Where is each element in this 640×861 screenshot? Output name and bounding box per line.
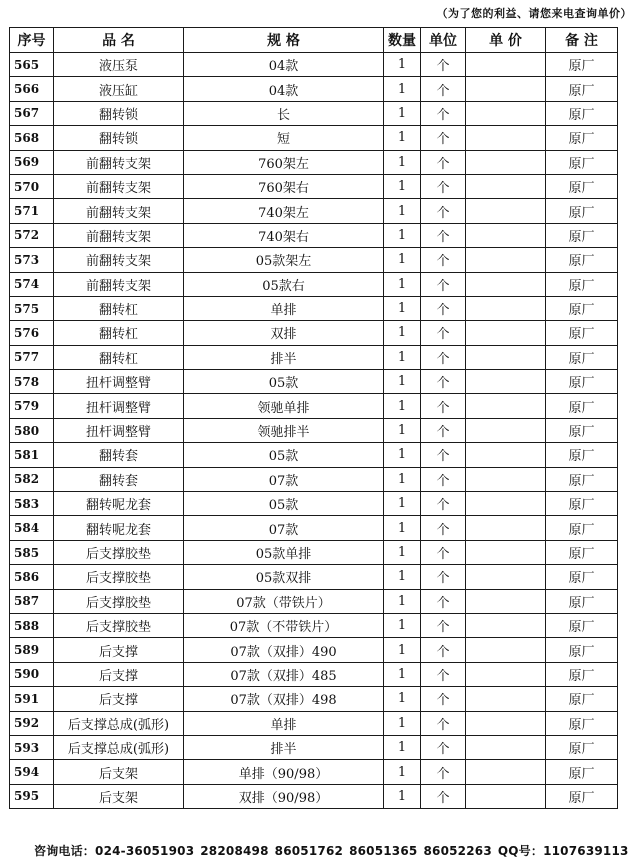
cell-price [466, 345, 546, 369]
cell-unit: 个 [421, 126, 466, 150]
table-row [10, 516, 618, 540]
cell-remark: 原厂 [546, 711, 618, 735]
table-row [10, 760, 618, 784]
cell-name: 前翻转支架 [54, 199, 184, 223]
cell-name: 前翻转支架 [54, 223, 184, 247]
contact-phone: 86051762 [274, 844, 344, 858]
cell-price [466, 492, 546, 516]
cell-qty: 1 [384, 784, 421, 808]
table-row [10, 150, 618, 174]
cell-price [466, 418, 546, 442]
cell-spec: 07款（不带铁片） [184, 613, 384, 637]
cell-name: 翻转杠 [54, 345, 184, 369]
cell-qty: 1 [384, 370, 421, 394]
cell-qty: 1 [384, 77, 421, 101]
cell-name: 后支撑胶垫 [54, 540, 184, 564]
cell-seq: 569 [10, 150, 54, 174]
cell-spec: 07款 [184, 516, 384, 540]
cell-remark: 原厂 [546, 467, 618, 491]
cell-spec: 740架左 [184, 199, 384, 223]
cell-seq: 578 [10, 370, 54, 394]
cell-qty: 1 [384, 540, 421, 564]
cell-spec: 长 [184, 101, 384, 125]
cell-seq: 571 [10, 199, 54, 223]
cell-spec: 760架左 [184, 150, 384, 174]
cell-remark: 原厂 [546, 492, 618, 516]
cell-unit: 个 [421, 443, 466, 467]
cell-name: 前翻转支架 [54, 174, 184, 198]
cell-qty: 1 [384, 443, 421, 467]
cell-spec: 领驰排半 [184, 418, 384, 442]
table-row [10, 321, 618, 345]
cell-name: 前翻转支架 [54, 248, 184, 272]
cell-price [466, 174, 546, 198]
cell-qty: 1 [384, 760, 421, 784]
cell-price [466, 223, 546, 247]
cell-qty: 1 [384, 53, 421, 77]
cell-qty: 1 [384, 565, 421, 589]
cell-remark: 原厂 [546, 53, 618, 77]
cell-qty: 1 [384, 296, 421, 320]
cell-spec: 单排 [184, 296, 384, 320]
header-remark: 备 注 [546, 28, 618, 53]
cell-seq: 570 [10, 174, 54, 198]
cell-name: 扭杆调整臂 [54, 418, 184, 442]
table-row [10, 370, 618, 394]
cell-qty: 1 [384, 589, 421, 613]
cell-remark: 原厂 [546, 443, 618, 467]
cell-remark: 原厂 [546, 248, 618, 272]
cell-seq: 573 [10, 248, 54, 272]
cell-price [466, 443, 546, 467]
cell-qty: 1 [384, 150, 421, 174]
cell-remark: 原厂 [546, 296, 618, 320]
cell-unit: 个 [421, 613, 466, 637]
cell-qty: 1 [384, 467, 421, 491]
cell-seq: 566 [10, 77, 54, 101]
cell-unit: 个 [421, 662, 466, 686]
cell-price [466, 540, 546, 564]
cell-remark: 原厂 [546, 272, 618, 296]
cell-name: 翻转套 [54, 467, 184, 491]
cell-remark: 原厂 [546, 345, 618, 369]
cell-price [466, 784, 546, 808]
cell-remark: 原厂 [546, 687, 618, 711]
table-row [10, 662, 618, 686]
cell-qty: 1 [384, 613, 421, 637]
cell-unit: 个 [421, 370, 466, 394]
cell-seq: 575 [10, 296, 54, 320]
cell-unit: 个 [421, 589, 466, 613]
cell-seq: 590 [10, 662, 54, 686]
cell-price [466, 613, 546, 637]
cell-seq: 595 [10, 784, 54, 808]
cell-spec: 05款 [184, 370, 384, 394]
header-qty: 数量 [384, 28, 421, 53]
cell-unit: 个 [421, 199, 466, 223]
table-row [10, 443, 618, 467]
cell-name: 前翻转支架 [54, 272, 184, 296]
cell-remark: 原厂 [546, 638, 618, 662]
cell-spec: 排半 [184, 735, 384, 759]
cell-unit: 个 [421, 711, 466, 735]
header-price: 单 价 [466, 28, 546, 53]
cell-price [466, 467, 546, 491]
table-row [10, 296, 618, 320]
cell-remark: 原厂 [546, 370, 618, 394]
cell-name: 后支撑总成(弧形) [54, 735, 184, 759]
cell-seq: 580 [10, 418, 54, 442]
cell-spec: 760架右 [184, 174, 384, 198]
cell-price [466, 589, 546, 613]
cell-unit: 个 [421, 272, 466, 296]
cell-qty: 1 [384, 394, 421, 418]
cell-name: 翻转锁 [54, 101, 184, 125]
cell-spec: 单排 [184, 711, 384, 735]
cell-unit: 个 [421, 248, 466, 272]
table-row [10, 589, 618, 613]
table-header-row [10, 28, 618, 53]
table-row [10, 467, 618, 491]
cell-price [466, 370, 546, 394]
cell-name: 后支撑胶垫 [54, 589, 184, 613]
cell-unit: 个 [421, 296, 466, 320]
cell-seq: 572 [10, 223, 54, 247]
cell-price [466, 53, 546, 77]
table-row [10, 784, 618, 808]
cell-name: 后支撑胶垫 [54, 565, 184, 589]
cell-seq: 574 [10, 272, 54, 296]
cell-qty: 1 [384, 418, 421, 442]
cell-name: 扭杆调整臂 [54, 394, 184, 418]
cell-name: 后支撑 [54, 687, 184, 711]
cell-name: 翻转套 [54, 443, 184, 467]
cell-unit: 个 [421, 345, 466, 369]
cell-seq: 579 [10, 394, 54, 418]
table-row [10, 223, 618, 247]
cell-name: 后支架 [54, 784, 184, 808]
cell-unit: 个 [421, 492, 466, 516]
cell-spec: 05款右 [184, 272, 384, 296]
header-unit: 单位 [421, 28, 466, 53]
cell-qty: 1 [384, 223, 421, 247]
cell-qty: 1 [384, 101, 421, 125]
cell-price [466, 272, 546, 296]
cell-price [466, 394, 546, 418]
cell-remark: 原厂 [546, 784, 618, 808]
cell-name: 液压缸 [54, 77, 184, 101]
cell-unit: 个 [421, 735, 466, 759]
cell-qty: 1 [384, 321, 421, 345]
cell-remark: 原厂 [546, 77, 618, 101]
cell-remark: 原厂 [546, 321, 618, 345]
cell-price [466, 199, 546, 223]
table-row [10, 77, 618, 101]
cell-seq: 568 [10, 126, 54, 150]
cell-remark: 原厂 [546, 223, 618, 247]
cell-unit: 个 [421, 101, 466, 125]
cell-remark: 原厂 [546, 150, 618, 174]
cell-price [466, 248, 546, 272]
cell-price [466, 321, 546, 345]
cell-remark: 原厂 [546, 662, 618, 686]
cell-spec: 07款（双排）490 [184, 638, 384, 662]
cell-seq: 567 [10, 101, 54, 125]
cell-remark: 原厂 [546, 394, 618, 418]
cell-remark: 原厂 [546, 760, 618, 784]
cell-remark: 原厂 [546, 589, 618, 613]
cell-name: 后支撑胶垫 [54, 613, 184, 637]
table-row [10, 492, 618, 516]
cell-remark: 原厂 [546, 613, 618, 637]
cell-name: 翻转杠 [54, 321, 184, 345]
table-row [10, 565, 618, 589]
table-row [10, 613, 618, 637]
table-row [10, 248, 618, 272]
cell-seq: 577 [10, 345, 54, 369]
cell-qty: 1 [384, 174, 421, 198]
cell-remark: 原厂 [546, 174, 618, 198]
contact-phone: 86052263 [423, 844, 492, 858]
parts-price-table [9, 27, 618, 809]
cell-price [466, 77, 546, 101]
cell-qty: 1 [384, 687, 421, 711]
cell-qty: 1 [384, 345, 421, 369]
cell-name: 后支撑总成(弧形) [54, 711, 184, 735]
cell-qty: 1 [384, 516, 421, 540]
cell-qty: 1 [384, 126, 421, 150]
cell-remark: 原厂 [546, 101, 618, 125]
cell-remark: 原厂 [546, 540, 618, 564]
cell-spec: 双排（90/98） [184, 784, 384, 808]
contact-label: 咨询电话： [34, 844, 96, 858]
cell-seq: 584 [10, 516, 54, 540]
cell-qty: 1 [384, 248, 421, 272]
cell-name: 翻转杠 [54, 296, 184, 320]
cell-spec: 05款架左 [184, 248, 384, 272]
cell-seq: 586 [10, 565, 54, 589]
cell-spec: 05款双排 [184, 565, 384, 589]
cell-qty: 1 [384, 638, 421, 662]
cell-seq: 588 [10, 613, 54, 637]
cell-unit: 个 [421, 760, 466, 784]
cell-seq: 593 [10, 735, 54, 759]
cell-price [466, 760, 546, 784]
table-row [10, 174, 618, 198]
cell-qty: 1 [384, 492, 421, 516]
cell-price [466, 735, 546, 759]
table-row [10, 540, 618, 564]
contact-footer [34, 842, 635, 859]
cell-spec: 05款 [184, 492, 384, 516]
table-row [10, 711, 618, 735]
cell-qty: 1 [384, 662, 421, 686]
cell-seq: 587 [10, 589, 54, 613]
cell-spec: 740架右 [184, 223, 384, 247]
cell-seq: 594 [10, 760, 54, 784]
cell-name: 翻转呢龙套 [54, 516, 184, 540]
cell-spec: 04款 [184, 53, 384, 77]
cell-remark: 原厂 [546, 126, 618, 150]
cell-price [466, 101, 546, 125]
table-row [10, 101, 618, 125]
cell-seq: 581 [10, 443, 54, 467]
cell-name: 液压泵 [54, 53, 184, 77]
cell-unit: 个 [421, 687, 466, 711]
cell-unit: 个 [421, 394, 466, 418]
cell-price [466, 711, 546, 735]
cell-unit: 个 [421, 784, 466, 808]
cell-spec: 05款单排 [184, 540, 384, 564]
cell-spec: 双排 [184, 321, 384, 345]
cell-price [466, 638, 546, 662]
cell-name: 翻转呢龙套 [54, 492, 184, 516]
cell-unit: 个 [421, 77, 466, 101]
cell-spec: 领驰单排 [184, 394, 384, 418]
cell-seq: 589 [10, 638, 54, 662]
cell-qty: 1 [384, 272, 421, 296]
cell-seq: 591 [10, 687, 54, 711]
cell-spec: 05款 [184, 443, 384, 467]
cell-unit: 个 [421, 467, 466, 491]
cell-name: 后支架 [54, 760, 184, 784]
cell-remark: 原厂 [546, 516, 618, 540]
table-row [10, 126, 618, 150]
cell-unit: 个 [421, 638, 466, 662]
table-row [10, 687, 618, 711]
cell-seq: 592 [10, 711, 54, 735]
cell-qty: 1 [384, 199, 421, 223]
cell-qty: 1 [384, 735, 421, 759]
header-name: 品 名 [54, 28, 184, 53]
contact-qq: QQ号：1107639113 [497, 844, 629, 858]
cell-remark: 原厂 [546, 735, 618, 759]
cell-name: 后支撑 [54, 638, 184, 662]
price-inquiry-notice: （为了您的利益、请您来电查询单价） [436, 7, 632, 20]
cell-spec: 07款（带铁片） [184, 589, 384, 613]
cell-name: 后支撑 [54, 662, 184, 686]
contact-phone: 28208498 [200, 844, 269, 858]
cell-price [466, 662, 546, 686]
cell-remark: 原厂 [546, 418, 618, 442]
table-row [10, 394, 618, 418]
table-row [10, 345, 618, 369]
table-row [10, 735, 618, 759]
cell-spec: 单排（90/98） [184, 760, 384, 784]
cell-unit: 个 [421, 53, 466, 77]
cell-spec: 04款 [184, 77, 384, 101]
cell-price [466, 516, 546, 540]
cell-unit: 个 [421, 321, 466, 345]
cell-unit: 个 [421, 150, 466, 174]
cell-seq: 576 [10, 321, 54, 345]
table-row [10, 272, 618, 296]
cell-name: 翻转锁 [54, 126, 184, 150]
cell-name: 前翻转支架 [54, 150, 184, 174]
cell-seq: 565 [10, 53, 54, 77]
cell-spec: 07款（双排）485 [184, 662, 384, 686]
table-row [10, 418, 618, 442]
cell-seq: 585 [10, 540, 54, 564]
cell-seq: 583 [10, 492, 54, 516]
table-row [10, 638, 618, 662]
cell-price [466, 126, 546, 150]
cell-spec: 排半 [184, 345, 384, 369]
table-row [10, 199, 618, 223]
contact-phone: 86051365 [349, 844, 418, 858]
cell-spec: 07款（双排）498 [184, 687, 384, 711]
cell-unit: 个 [421, 565, 466, 589]
cell-qty: 1 [384, 711, 421, 735]
cell-remark: 原厂 [546, 199, 618, 223]
cell-seq: 582 [10, 467, 54, 491]
cell-unit: 个 [421, 516, 466, 540]
cell-unit: 个 [421, 418, 466, 442]
header-seq: 序号 [10, 28, 54, 53]
cell-price [466, 296, 546, 320]
contact-phone: 024-36051903 [95, 844, 195, 858]
cell-spec: 短 [184, 126, 384, 150]
cell-price [466, 150, 546, 174]
table-row [10, 53, 618, 77]
cell-spec: 07款 [184, 467, 384, 491]
header-spec: 规 格 [184, 28, 384, 53]
cell-price [466, 687, 546, 711]
cell-unit: 个 [421, 174, 466, 198]
cell-name: 扭杆调整臂 [54, 370, 184, 394]
cell-unit: 个 [421, 540, 466, 564]
cell-price [466, 565, 546, 589]
cell-remark: 原厂 [546, 565, 618, 589]
cell-unit: 个 [421, 223, 466, 247]
